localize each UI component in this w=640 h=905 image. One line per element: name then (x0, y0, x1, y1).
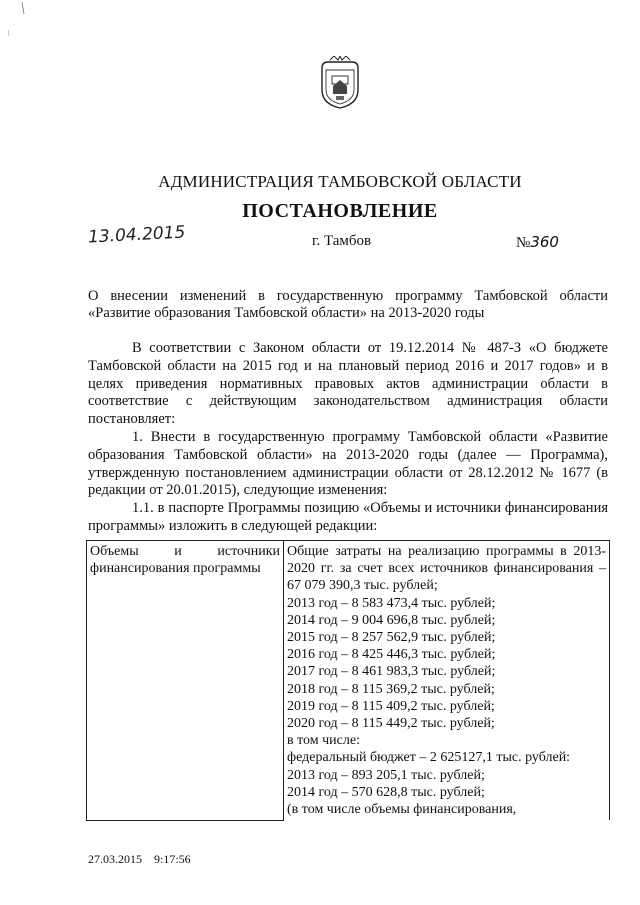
table-line: (в том числе объемы финансирования, (287, 802, 517, 818)
document-subject: О внесении изменений в государственную программу Тамбовской области «Развитие образования Тамбовской области» на 2013-2020 годы (88, 288, 608, 321)
print-time: 9:17:56 (154, 852, 191, 866)
table-intro-text: Общие затраты на реализацию программы в 2013-2020 гг. за счет всех источников финансирования – 67 079 390,3 тыс. рублей; (287, 544, 606, 594)
city-label: г. Тамбов (312, 233, 372, 249)
organization-title: АДМИНИСТРАЦИЯ ТАМБОВСКОЙ ОБЛАСТИ (158, 172, 522, 191)
table-line: федеральный бюджет – 2 625127,1 тыс. рублей: (287, 750, 571, 766)
table-line: 2013 год – 893 205,1 тыс. рублей; (287, 767, 485, 783)
table-line: 2013 год – 8 583 473,4 тыс. рублей; (287, 595, 496, 611)
financing-table (86, 540, 610, 821)
table-line: 2015 год – 8 257 562,9 тыс. рублей; (287, 630, 496, 646)
handwritten-date: 13.04.2015 (87, 222, 186, 248)
table-line: 2018 год – 8 115 369,2 тыс. рублей; (287, 681, 495, 697)
table-line: 2017 год – 8 461 983,3 тыс. рублей; (287, 664, 496, 680)
handwritten-number: 360 (530, 233, 559, 251)
paragraph-item-1: 1. Внести в государственную программу Тамбовской области «Развитие образования Тамбовской области» на 2013-2020 годы (далее — Программа), утвержденную постановлением администрации области от 28.12.2012 № 1677 (в редакции от 20.01.2015), следующие изменения: (88, 428, 608, 499)
document-number (516, 233, 559, 252)
table-line: 2014 год – 9 004 696,8 тыс. рублей; (287, 612, 496, 628)
table-row (87, 541, 610, 821)
table-cell-values (284, 541, 610, 821)
pen-mark (0, 0, 30, 40)
coat-of-arms-icon (318, 56, 362, 110)
table-line: 2019 год – 8 115 409,2 тыс. рублей; (287, 698, 495, 714)
table-line: в том числе: (287, 733, 360, 749)
table-cell-label: Объемы и источники финансирования программы (87, 541, 284, 821)
table-line: 2014 год – 570 628,8 тыс. рублей; (287, 784, 485, 800)
paragraph-preamble: В соответствии с Законом области от 19.12.2014 № 487-З «О бюджете Тамбовской области на 2015 год и на плановый период 2016 и 2017 годов» и в целях приведения нормативных правовых актов администрации области в соответствие с действующим законодательством администрация области постановляет: (88, 340, 608, 428)
print-timestamp (88, 852, 203, 867)
document-type-title: ПОСТАНОВЛЕНИЕ (242, 200, 438, 222)
number-sign: № (516, 235, 531, 251)
print-date: 27.03.2015 (88, 852, 142, 866)
table-line: 2016 год – 8 425 446,3 тыс. рублей; (287, 647, 496, 663)
paragraph-item-1-1: 1.1. в паспорте Программы позицию «Объемы и источники финансирования программы» изложить в следующей редакции: (88, 500, 608, 534)
document-body (88, 340, 608, 536)
table-line: 2020 год – 8 115 449,2 тыс. рублей; (287, 716, 495, 732)
